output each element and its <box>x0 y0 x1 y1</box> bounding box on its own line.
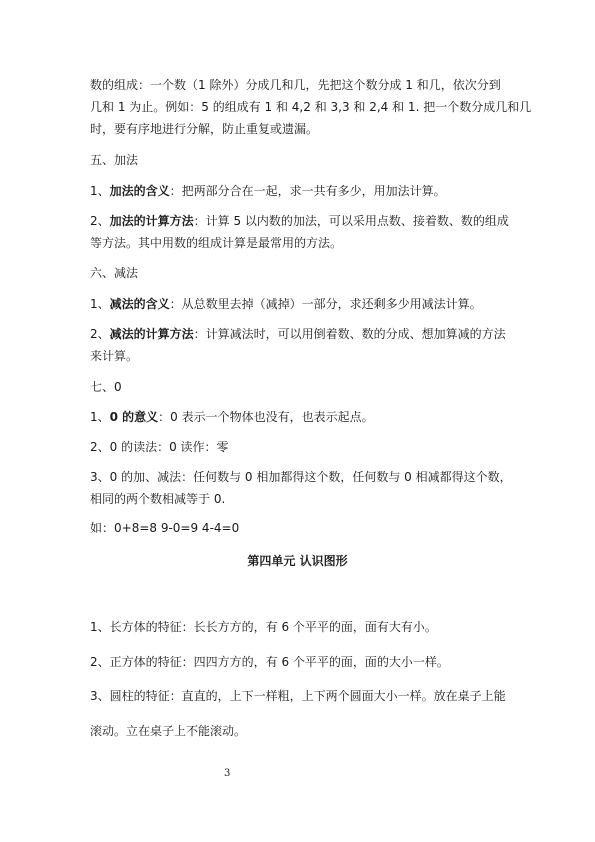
item-text: ：计算减法时，可以用倒着数、数的分成、想加算减的方法 <box>193 327 506 341</box>
zero-example: 如：0+8=8 9-0=9 4-4=0 <box>90 521 240 535</box>
item-term: 加法的计算方法 <box>109 214 194 228</box>
unit-title: 第四单元 认识图形 <box>247 554 348 568</box>
zero-add-subtract-cont: 相同的两个数相减等于 0. <box>90 492 226 506</box>
item-number: 2、 <box>90 327 110 341</box>
zero-reading: 2、0 的读法：0 读作：零 <box>90 440 229 454</box>
item-number: 2、 <box>90 214 110 228</box>
item-number: 1、 <box>90 410 110 424</box>
paragraph-line: 几和 1 为止。例如：5 的组成有 1 和 4,2 和 3,3 和 2,4 和 1. 把一个数分成几和几 <box>90 100 532 114</box>
item-text: ：计算 5 以内数的加法，可以采用点数、接着数、数的组成 <box>193 214 509 228</box>
section-heading-addition: 五、加法 <box>90 153 139 167</box>
paragraph-line: 时，要有序地进行分解，防止重复或遗漏。 <box>90 122 319 136</box>
section-heading-subtraction: 六、减法 <box>90 266 139 280</box>
zero-add-subtract: 3、0 的加、减法：任何数与 0 相加都得这个数，任何数与 0 相减都得这个数， <box>90 470 512 484</box>
addition-meaning <box>90 184 446 198</box>
item-text: ：把两部分合在一起，求一共有多少，用加法计算。 <box>169 184 446 198</box>
subtraction-method-cont: 来计算。 <box>90 349 139 363</box>
item-text: ：从总数里去掉（减掉）一部分，求还剩多少用减法计算。 <box>169 297 482 311</box>
addition-method <box>90 214 509 228</box>
item-number: 1、 <box>90 297 110 311</box>
item-term: 减法的计算方法 <box>109 327 194 341</box>
cylinder-feature: 3、圆柱的特征：直直的，上下一样粗，上下两个圆面大小一样。放在桌子上能 <box>90 689 506 703</box>
item-number: 1、 <box>90 184 110 198</box>
paragraph-line: 数的组成：一个数（1 除外）分成几和几，先把这个数分成 1 和几，依次分到 <box>90 78 501 92</box>
item-term: 加法的含义 <box>109 184 170 198</box>
item-term: 减法的含义 <box>109 297 170 311</box>
item-text: ：0 表示一个物体也没有，也表示起点。 <box>158 410 374 424</box>
cylinder-feature-cont: 滚动。立在桌子上不能滚动。 <box>90 724 247 738</box>
section-heading-zero: 七、0 <box>90 380 122 394</box>
addition-method-cont: 等方法。其中用数的组成计算是最常用的方法。 <box>90 236 343 250</box>
item-term: 0 的意义 <box>109 410 159 424</box>
subtraction-method <box>90 327 506 341</box>
zero-meaning <box>90 410 374 424</box>
subtraction-meaning <box>90 297 482 311</box>
cube-feature: 2、正方体的特征：四四方方的，有 6 个平平的面，面的大小一样。 <box>90 655 449 669</box>
page-number: 3 <box>224 768 231 779</box>
cuboid-feature: 1、长方体的特征：长长方方的，有 6 个平平的面，面有大有小。 <box>90 620 437 634</box>
